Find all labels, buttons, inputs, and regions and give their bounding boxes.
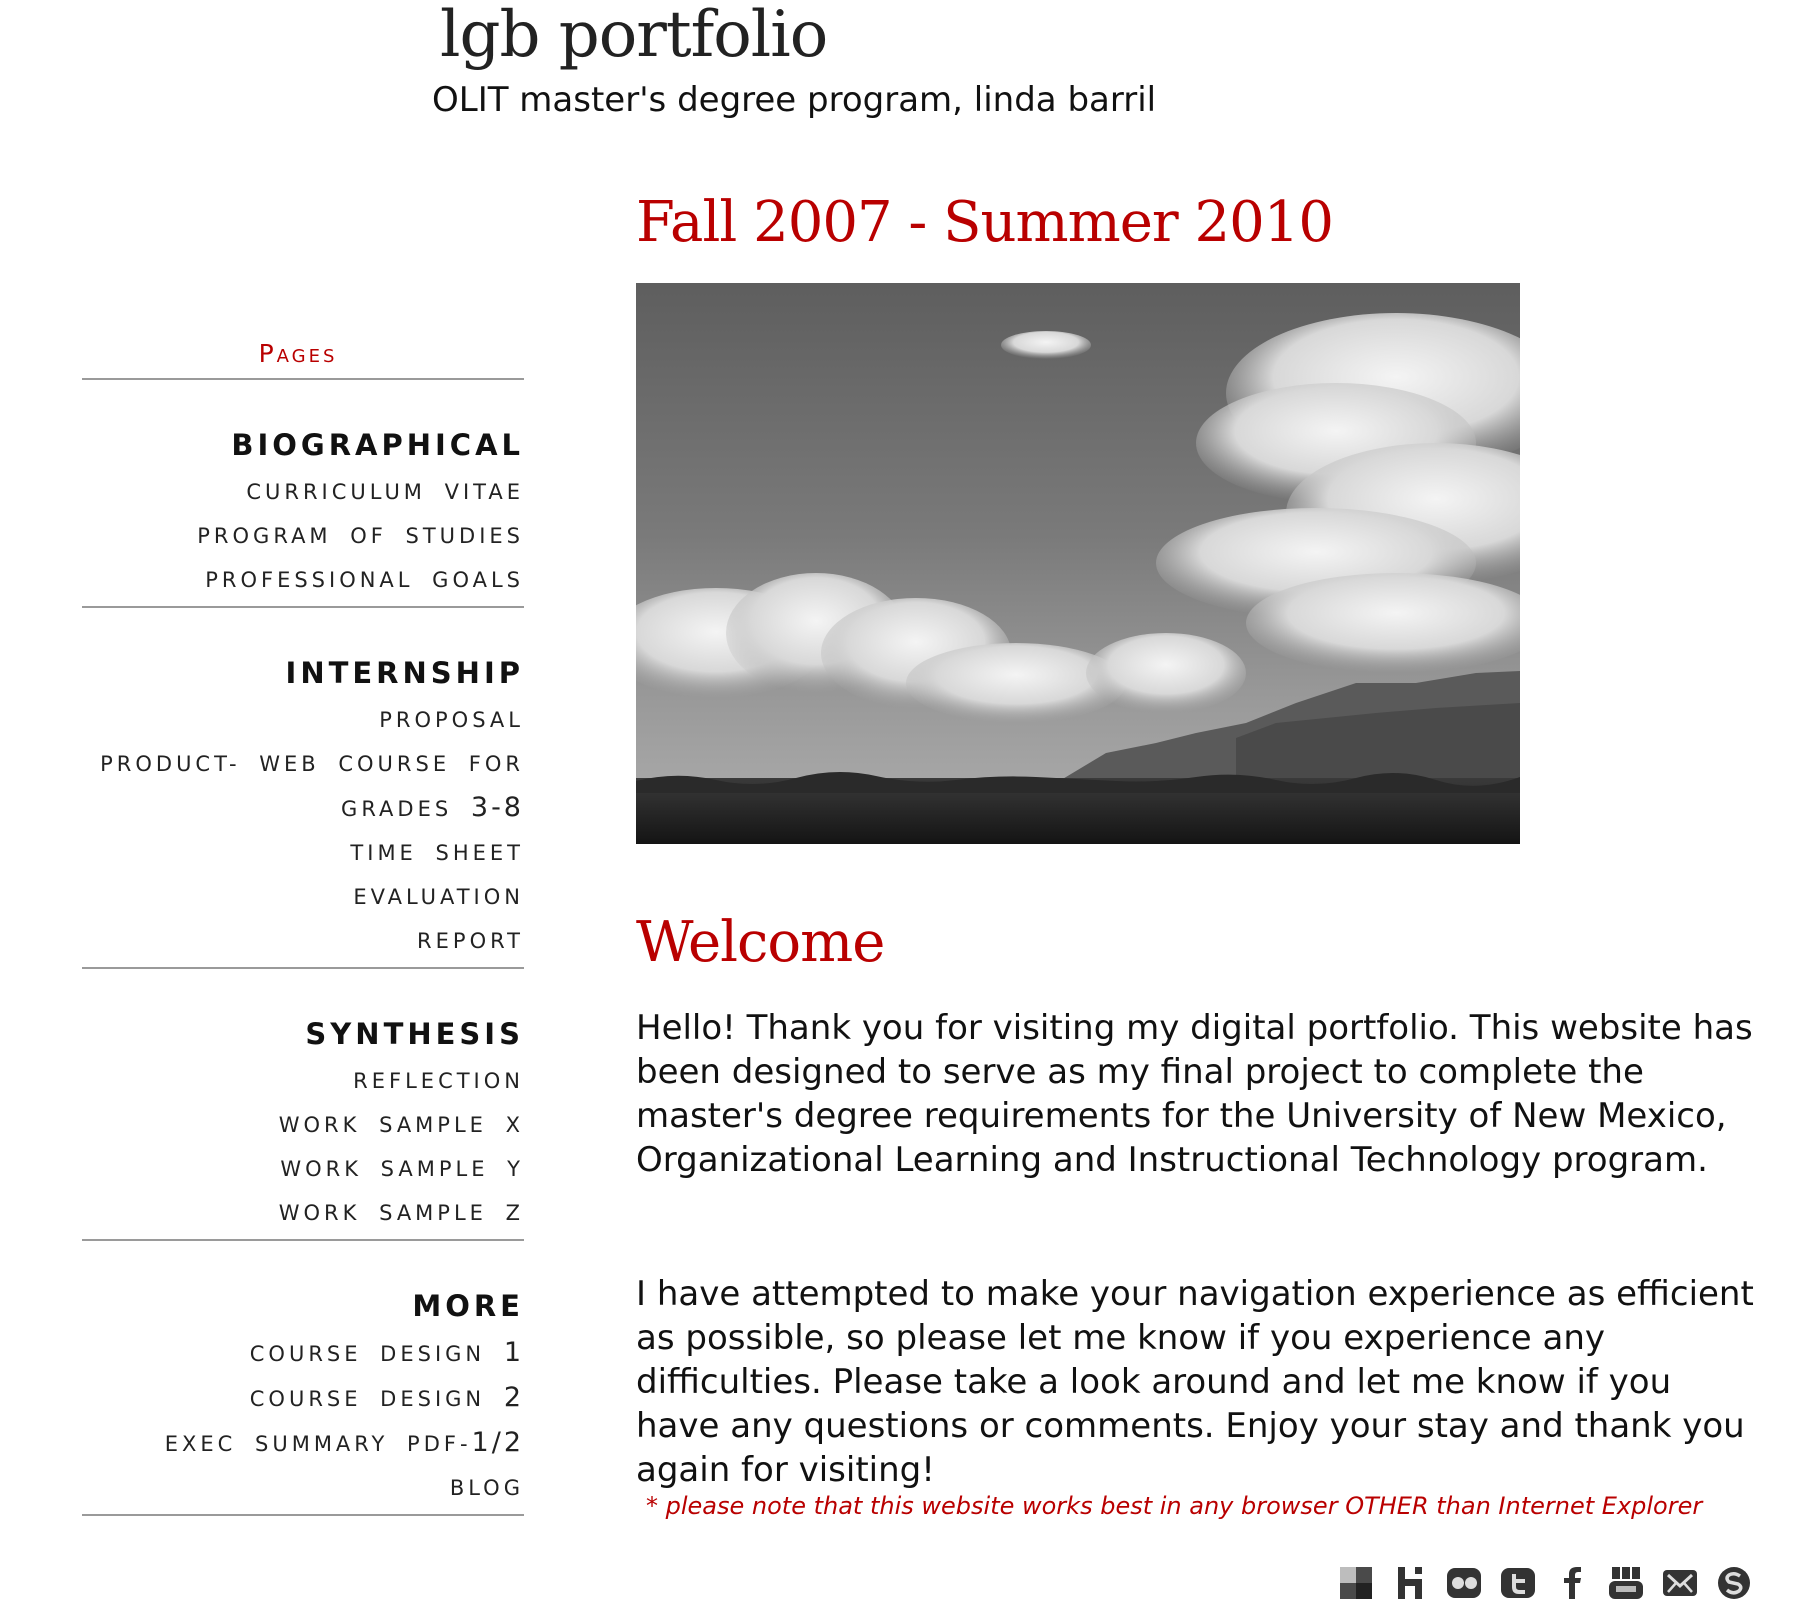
nav-link-work-sample-y[interactable]: WORK SAMPLE Y <box>280 1157 524 1181</box>
email-icon[interactable] <box>1660 1565 1700 1601</box>
nav-link-evaluation[interactable]: EVALUATION <box>353 885 524 909</box>
youtube-icon[interactable] <box>1606 1565 1646 1601</box>
nav-link-time-sheet[interactable]: TIME SHEET <box>350 841 524 865</box>
nav-link-course-design-2[interactable] <box>82 1376 524 1421</box>
sidebar-nav <box>82 334 524 1516</box>
hi5-icon[interactable] <box>1390 1565 1430 1601</box>
nav-link-report[interactable]: REPORT <box>417 929 524 953</box>
nav-link-exec-summary[interactable] <box>82 1421 524 1466</box>
nav-link-label: EXEC SUMMARY PDF- <box>164 1432 472 1456</box>
welcome-paragraph-2: I have attempted to make your navigation experience as efficient as possible, so please let me know if you experience any difficulties. Please take a look around and let me know if you have any questions or comments. Enjoy your stay and thank you again for visiting! <box>636 1274 1754 1490</box>
nav-link-blog[interactable]: BLOG <box>449 1476 524 1500</box>
section-title-biographical: BIOGRAPHICAL <box>231 428 524 462</box>
nav-link-professional-goals[interactable]: PROFESSIONAL GOALS <box>205 568 524 592</box>
nav-link-work-sample-x[interactable]: WORK SAMPLE X <box>278 1113 524 1137</box>
twitter-icon[interactable] <box>1498 1565 1538 1601</box>
delicious-icon[interactable] <box>1336 1565 1376 1601</box>
section-biographical <box>82 426 524 608</box>
nav-link-proposal[interactable]: PROPOSAL <box>379 708 524 732</box>
social-icons <box>1336 1564 1754 1602</box>
nav-link-label: COURSE DESIGN <box>249 1342 486 1366</box>
date-heading: Fall 2007 - Summer 2010 <box>636 190 1333 255</box>
facebook-icon[interactable] <box>1552 1565 1592 1601</box>
pages-heading: Pages <box>258 339 338 368</box>
nav-link-number: 1 <box>503 1337 524 1368</box>
nav-link-program-of-studies[interactable]: PROGRAM OF STUDIES <box>197 524 524 548</box>
nav-link-course-design-1[interactable] <box>82 1331 524 1376</box>
divider <box>82 378 524 380</box>
divider <box>82 606 524 608</box>
flickr-icon[interactable] <box>1444 1565 1484 1601</box>
welcome-paragraph-1: Hello! Thank you for visiting my digital portfolio. This website has been designed to serve as my final project to complete the master's degree requirements for the University of New Mexico, Organizational Learning and Instructional Technology program. <box>636 1008 1753 1180</box>
section-title-internship: INTERNSHIP <box>285 656 524 690</box>
nav-link-product-web-course-line2: GRADES <box>341 797 453 821</box>
nav-link-number: 1/2 <box>471 1427 524 1458</box>
site-title[interactable]: lgb portfolio <box>440 0 828 72</box>
nav-link-product-web-course-line1: PRODUCT- WEB COURSE FOR <box>100 752 524 776</box>
hero-landscape-photo <box>636 283 1520 844</box>
nav-link-curriculum-vitae[interactable]: CURRICULUM VITAE <box>246 480 524 504</box>
nav-link-work-sample-z[interactable]: WORK SAMPLE Z <box>278 1201 524 1225</box>
nav-link-label: COURSE DESIGN <box>249 1387 486 1411</box>
nav-link-reflection[interactable]: REFLECTION <box>353 1069 524 1093</box>
skype-icon[interactable] <box>1714 1565 1754 1601</box>
divider <box>82 967 524 969</box>
divider <box>82 1239 524 1241</box>
section-synthesis <box>82 1015 524 1241</box>
section-title-synthesis: SYNTHESIS <box>305 1017 524 1051</box>
nav-link-grades-number: 3-8 <box>470 792 524 823</box>
divider <box>82 1514 524 1516</box>
section-title-more: MORE <box>412 1289 524 1323</box>
nav-link-product-web-course[interactable] <box>82 742 524 831</box>
welcome-heading: Welcome <box>636 910 885 975</box>
nav-link-number: 2 <box>503 1382 524 1413</box>
site-subtitle: OLIT master's degree program, linda barril <box>432 80 1157 120</box>
browser-note: * please note that this website works best in any browser OTHER than Internet Explorer <box>646 1492 1703 1520</box>
section-internship <box>82 654 524 969</box>
section-more <box>82 1287 524 1516</box>
